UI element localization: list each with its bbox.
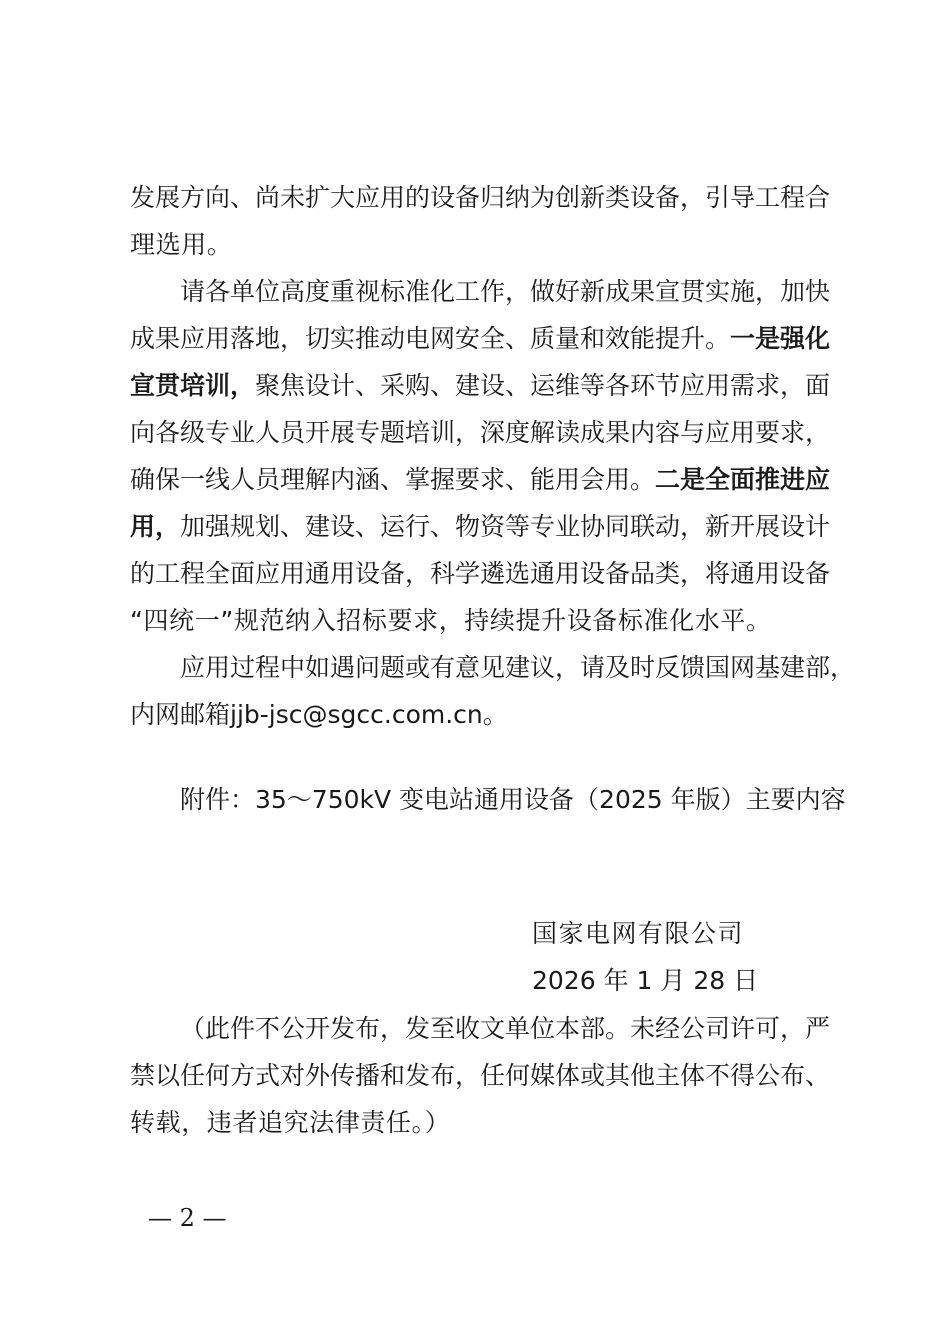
paragraph2-line6-text: 加强规划、建设、运行、物资等专业协同联动，新开展设计 [180,512,831,541]
paragraph2-line3 [130,369,830,403]
paragraph1-line2: 理选用。 [130,230,233,259]
paragraph2-line6 [130,510,830,544]
page-number: — 2 — [148,1204,227,1232]
paragraph2-line1: 请各单位高度重视标准化工作，做好新成果宣贯实施，加快 [180,277,831,306]
paragraph2-line2 [130,322,830,356]
notice-line2: 禁以任何方式对外传播和发布，任何媒体或其他主体不得公布、 [130,1061,831,1090]
paragraph2-line8: “四统一”规范纳入招标要求，持续提升设备标准化水平。 [130,606,772,635]
notice-line3: 转载，违者追究法律责任。） [130,1108,451,1137]
signature-org: 国家电网有限公司 [532,919,745,948]
signature-date: 2026 年 1 月 28 日 [532,966,759,995]
paragraph3-line1: 应用过程中如遇问题或有意见建议，请及时反馈国网基建部， [180,653,856,682]
emphasis-application-end: 用， [130,512,181,541]
emphasis-promote-application: 二是全面推进应 [655,465,831,494]
emphasis-strengthen-training: 一是强化 [730,324,831,353]
paragraph2-line2-text: 成果应用落地，切实推动电网安全、质量和效能提升。 [130,324,731,353]
notice-line1: （此件不公开发布，发至收文单位本部。未经公司许可，严 [180,1014,831,1043]
paragraph2-line3-text: 聚焦设计、采购、建设、运维等各环节应用需求，面 [255,371,831,400]
paragraph2-line7: 的工程全面应用通用设备，科学遴选通用设备品类，将通用设备 [130,559,831,588]
paragraph2-line5 [130,463,830,497]
paragraph1-line1: 发展方向、尚未扩大应用的设备归纳为创新类设备，引导工程合 [130,183,831,212]
emphasis-training-end: 宣贯培训， [130,371,256,400]
paragraph3-line2: 内网邮箱jjb-jsc@sgcc.com.cn。 [130,700,508,729]
paragraph2-line4: 向各级专业人员开展专题培训，深度解读成果内容与应用要求， [130,418,831,447]
paragraph2-line5-text: 确保一线人员理解内涵、掌握要求、能用会用。 [130,465,656,494]
attachment-line: 附件：35～750kV 变电站通用设备（2025 年版）主要内容 [180,785,846,814]
